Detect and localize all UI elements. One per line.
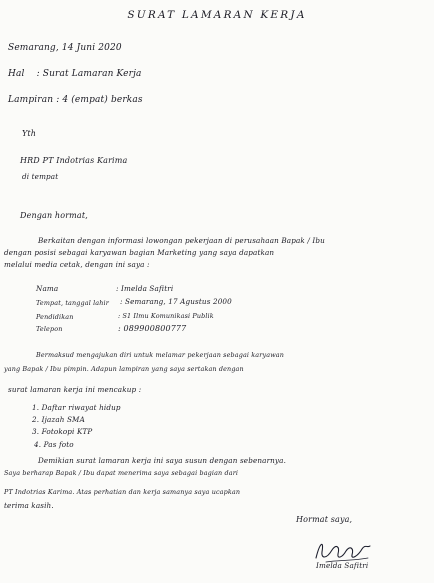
purpose-line-1: Bermaksud mengajukan diri untuk melamar pekerjaan sebagai karyawan (36, 351, 285, 359)
education-label: Pendidikan (36, 313, 74, 321)
birth-value: : Semarang, 17 Agustus 2000 (120, 297, 232, 306)
salutation: Dengan hormat, (20, 211, 88, 220)
closing-line-2: Saya berharap Bapak / Ibu dapat menerima saya sebagai bagian dari (4, 469, 239, 477)
name-value: : Imelda Safitri (116, 284, 174, 293)
purpose-line-2: yang Bapak / Ibu pimpin. Adapun lampiran yang saya sertakan dengan (4, 365, 244, 373)
closing-line-4: terima kasih. (4, 501, 54, 510)
intro-line-3: melalui media cetak, dengan ini saya : (4, 260, 150, 269)
attachment-item-2: 2. Ijazah SMA (32, 415, 85, 424)
phone-value: : 089900800777 (118, 324, 187, 333)
closing-line-3: PT Indotrias Karima. Atas perhatian dan kerja samanya saya ucapkan (4, 488, 241, 496)
letter-title: SURAT LAMARAN KERJA (127, 9, 307, 21)
recipient-line-1: Yth (22, 129, 37, 138)
intro-line-2: dengan posisi sebagai karyawan bagian Marketing yang saya dapatkan (4, 248, 275, 257)
letter-subject: Hal : Surat Lamaran Kerja (8, 69, 142, 79)
letter-date: Semarang, 14 Juni 2020 (8, 43, 122, 53)
birth-label: Tempat, tanggal lahir (36, 299, 109, 307)
letter-attachment-count: Lampiran : 4 (empat) berkas (8, 95, 143, 105)
regards: Hormat saya, (296, 515, 353, 524)
signer-name: Imelda Safitri (316, 561, 369, 570)
education-value: : S1 Ilmu Komunikasi Publik (118, 312, 214, 320)
attachment-item-3: 3. Fotokopi KTP (32, 427, 93, 436)
intro-line-1: Berkaitan dengan informasi lowongan pekerjaan di perusahaan Bapak / Ibu (38, 236, 325, 245)
signature (312, 536, 374, 564)
closing-line-1: Demikian surat lamaran kerja ini saya susun dengan sebenarnya. (38, 456, 287, 465)
recipient-line-3: di tempat (22, 172, 59, 181)
attachment-item-1: 1. Daftar riwayat hidup (32, 403, 121, 412)
purpose-line-3: surat lamaran kerja ini mencakup : (8, 385, 142, 394)
recipient-line-2: HRD PT Indotrias Karima (20, 156, 128, 165)
name-label: Nama (36, 284, 59, 293)
attachment-item-4: 4. Pas foto (34, 440, 74, 449)
phone-label: Telepon (36, 325, 63, 333)
